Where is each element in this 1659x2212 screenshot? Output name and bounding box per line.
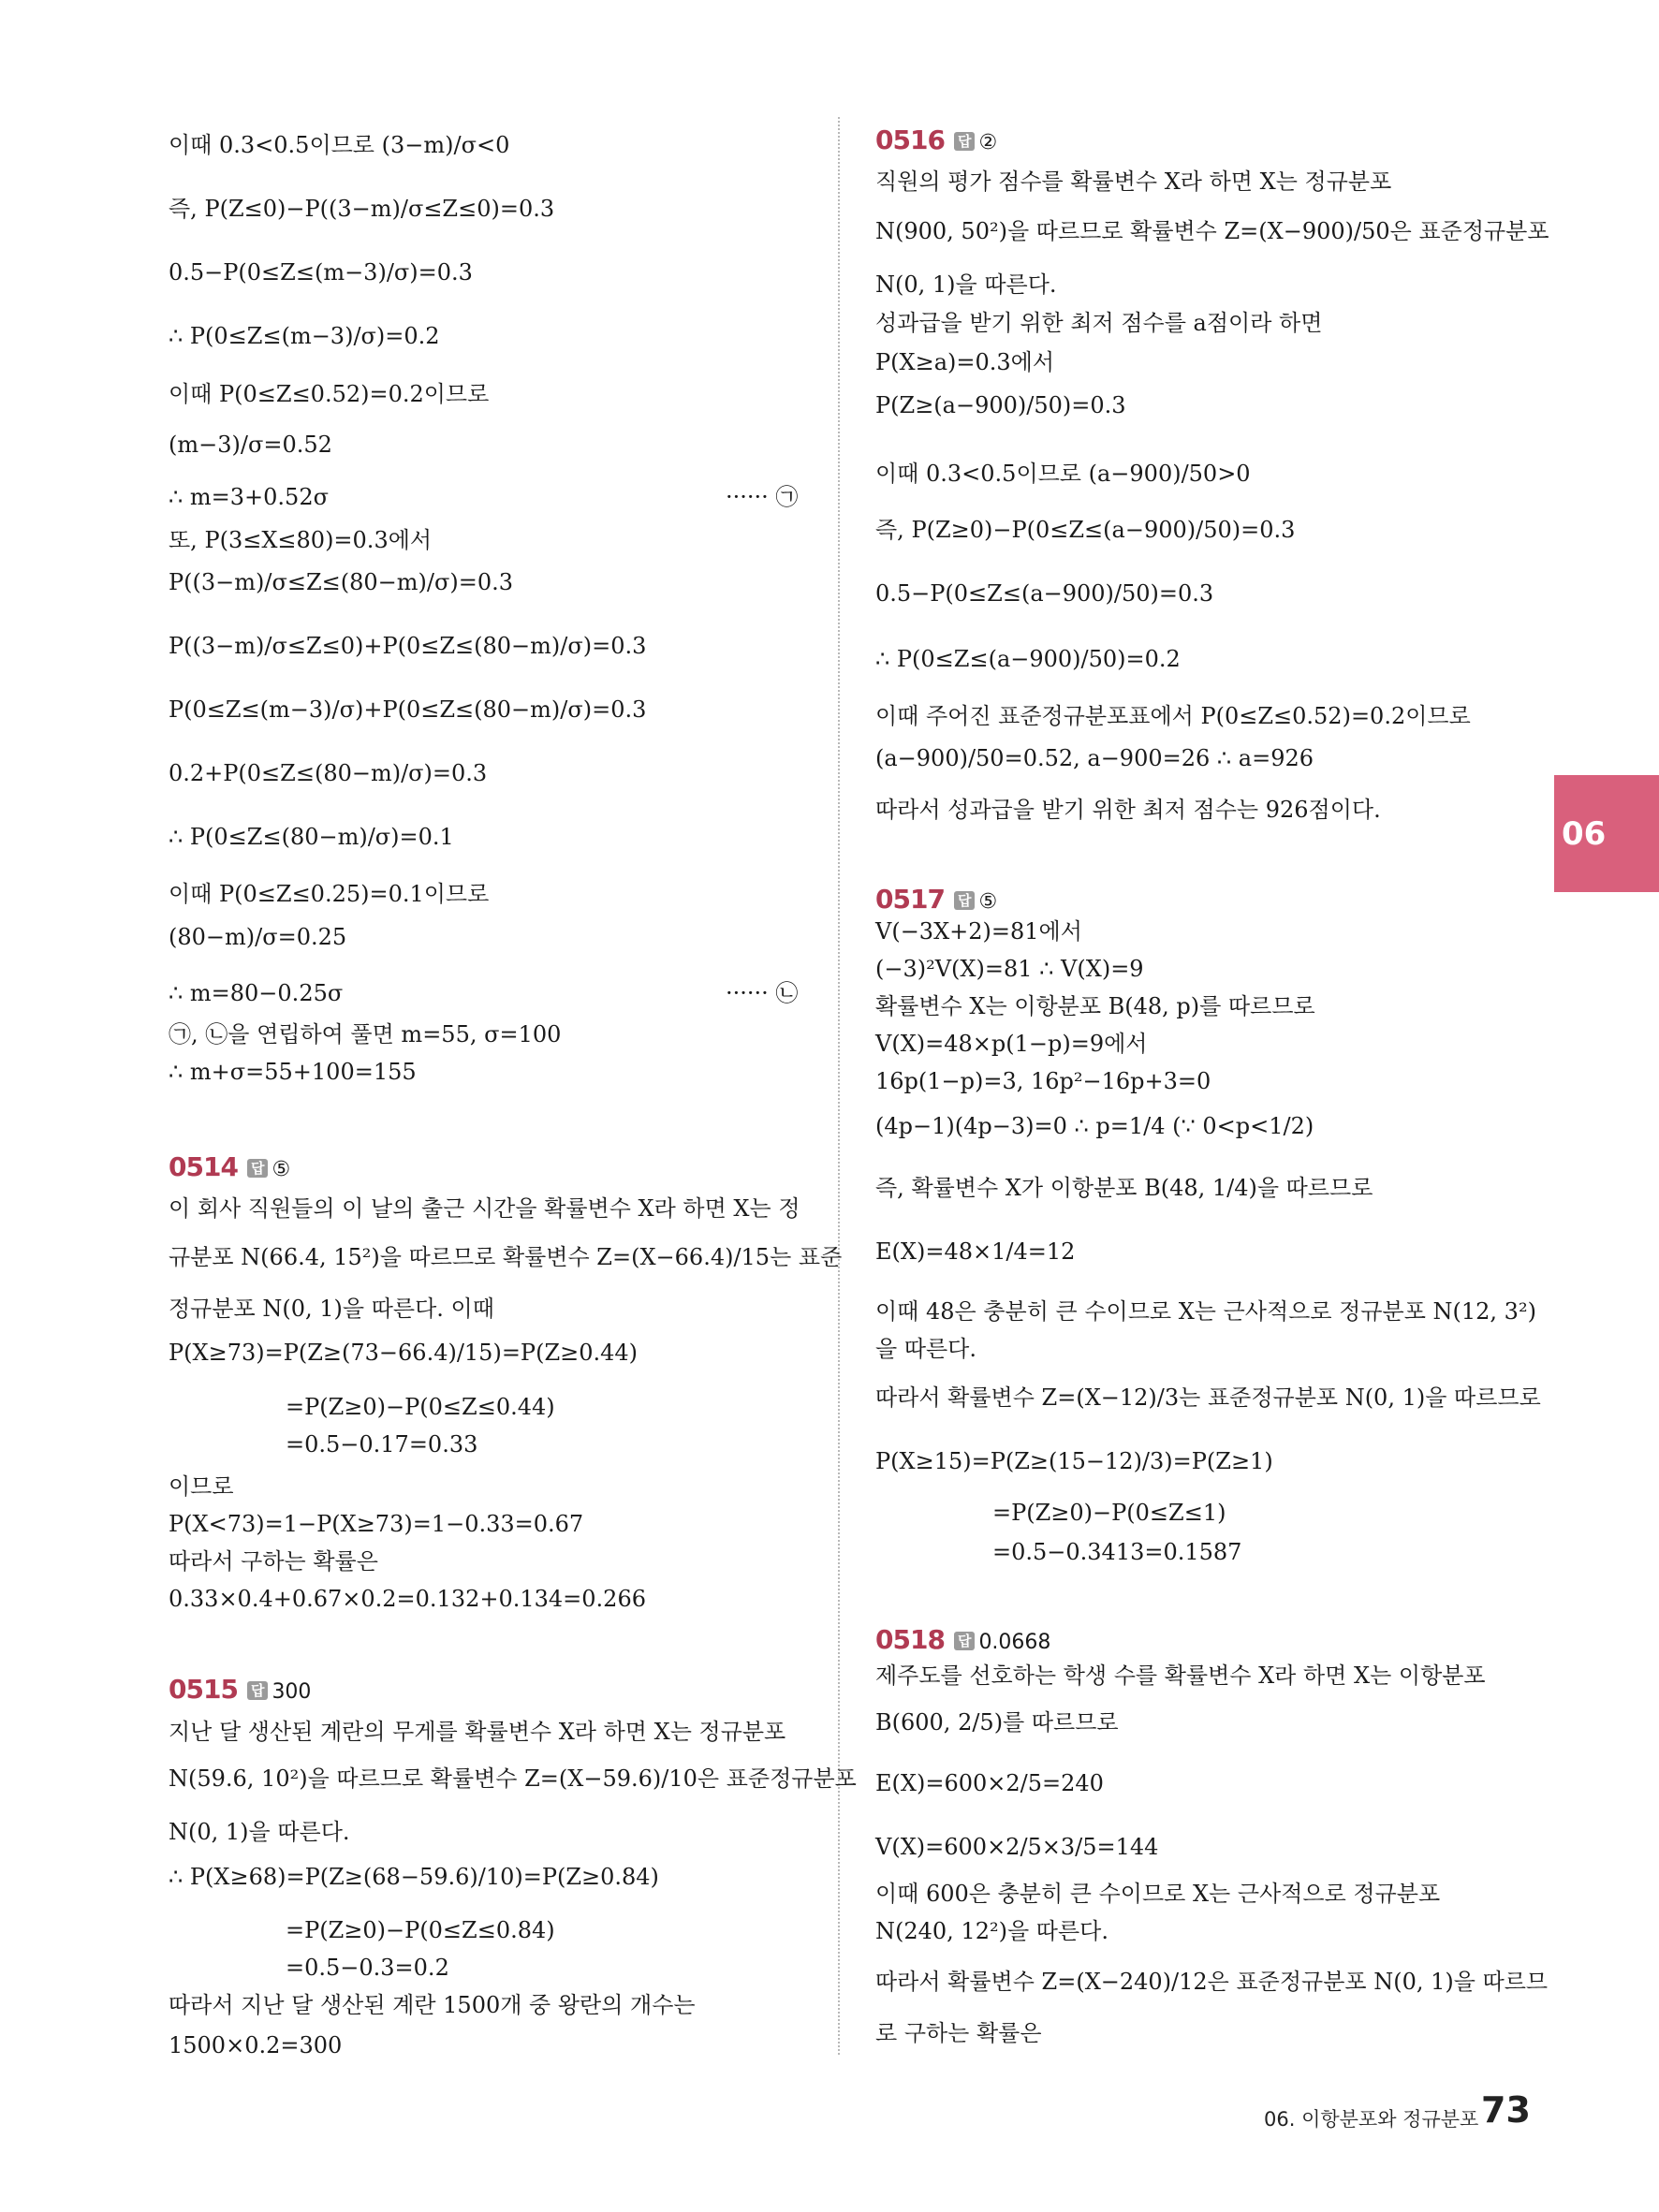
text-line: 을 따른다. [875, 1336, 976, 1362]
text-line: 즉, P(Z≤0)−P((3−m)/σ≤Z≤0)=0.3 [169, 196, 555, 222]
text-line: 따라서 성과급을 받기 위한 최저 점수는 926점이다. [875, 797, 1381, 823]
text-line: 0.2+P(0≤Z≤(80−m)/σ)=0.3 [169, 760, 488, 786]
text-line: ∴ P(0≤Z≤(80−m)/σ)=0.1 [169, 824, 454, 850]
answer-value: ⑤ [272, 1158, 291, 1181]
text-line: E(X)=600×2/5=240 [875, 1770, 1104, 1796]
text-line: ∴ P(0≤Z≤(a−900)/50)=0.2 [875, 646, 1181, 672]
text-line: ∴ P(0≤Z≤(m−3)/σ)=0.2 [169, 323, 440, 349]
text-line: 0.5−P(0≤Z≤(m−3)/σ)=0.3 [169, 259, 473, 286]
text-line: P(0≤Z≤(m−3)/σ)+P(0≤Z≤(80−m)/σ)=0.3 [169, 696, 647, 723]
text-line: (80−m)/σ=0.25 [169, 924, 347, 950]
answer-value: 300 [272, 1680, 312, 1704]
text-line: ∴ P(X≥68)=P(Z≥(68−59.6)/10)=P(Z≥0.84) [169, 1864, 659, 1890]
answer-tag: 답 [954, 891, 976, 910]
text-line: N(0, 1)을 따른다. [875, 271, 1057, 298]
problem-number: 0517 [875, 884, 945, 915]
page-number: 73 [1481, 2089, 1531, 2131]
text-line: ∴ m=80−0.25σ [169, 980, 344, 1006]
text-line: ㉠, ㉡을 연립하여 풀면 m=55, σ=100 [169, 1021, 562, 1047]
text-line: 이때 48은 충분히 큰 수이므로 X는 근사적으로 정규분포 N(12, 3²) [875, 1298, 1536, 1325]
problem-number: 0518 [875, 1624, 945, 1655]
text-line: 이므로 [169, 1473, 234, 1500]
answer-value: ⑤ [978, 890, 998, 914]
text-line: N(240, 12²)을 따른다. [875, 1918, 1108, 1944]
text-line: 즉, P(Z≥0)−P(0≤Z≤(a−900)/50)=0.3 [875, 517, 1296, 543]
text-line: (−3)²V(X)=81 ∴ V(X)=9 [875, 956, 1144, 982]
answer-value: 0.0668 [978, 1631, 1051, 1654]
problem-heading [875, 125, 997, 155]
problem-number: 0516 [875, 125, 945, 155]
text-line: ∴ m=3+0.52σ [169, 484, 329, 510]
text-line: =P(Z≥0)−P(0≤Z≤1) [992, 1500, 1226, 1526]
text-line: P(Z≥(a−900)/50)=0.3 [875, 392, 1126, 418]
text-line: P(X≥a)=0.3에서 [875, 349, 1055, 375]
text-line: 지난 달 생산된 계란의 무게를 확률변수 X라 하면 X는 정규분포 [169, 1719, 786, 1745]
problem-number: 0514 [169, 1151, 238, 1182]
text-line: 0.5−P(0≤Z≤(a−900)/50)=0.3 [875, 580, 1214, 607]
text-line: V(−3X+2)=81에서 [875, 918, 1082, 945]
text-line: 이 회사 직원들의 이 날의 출근 시간을 확률변수 X라 하면 X는 정 [169, 1195, 800, 1222]
text-line: P((3−m)/σ≤Z≤0)+P(0≤Z≤(80−m)/σ)=0.3 [169, 633, 647, 659]
text-line: 1500×0.2=300 [169, 2032, 343, 2058]
problem-heading [169, 1674, 311, 1705]
text-line: 정규분포 N(0, 1)을 따른다. 이때 [169, 1296, 494, 1322]
equation-marker: ······ ㉡ [726, 980, 799, 1006]
answer-tag: 답 [954, 1632, 976, 1650]
footer-chapter-title: 06. 이항분포와 정규분포 [1264, 2108, 1479, 2131]
text-line: N(900, 50²)을 따르므로 확률변수 Z=(X−900)/50은 표준정규분포 [875, 218, 1549, 244]
text-line: 따라서 확률변수 Z=(X−240)/12은 표준정규분포 N(0, 1)을 따르므 [875, 1969, 1549, 1995]
text-line: B(600, 2/5)를 따르므로 [875, 1709, 1119, 1736]
text-line: =0.5−0.3413=0.1587 [992, 1539, 1242, 1565]
problem-heading [875, 884, 997, 915]
text-line: E(X)=48×1/4=12 [875, 1238, 1076, 1265]
text-line: 제주도를 선호하는 학생 수를 확률변수 X라 하면 X는 이항분포 [875, 1663, 1486, 1689]
text-line: 로 구하는 확률은 [875, 2020, 1042, 2046]
problem-number: 0515 [169, 1674, 238, 1705]
text-line: 이때 P(0≤Z≤0.25)=0.1이므로 [169, 881, 490, 907]
text-line: 이때 600은 충분히 큰 수이므로 X는 근사적으로 정규분포 [875, 1881, 1441, 1907]
text-line: P(X≥15)=P(Z≥(15−12)/3)=P(Z≥1) [875, 1448, 1273, 1474]
text-line: 확률변수 X는 이항분포 B(48, p)를 따르므로 [875, 993, 1315, 1019]
text-line: =P(Z≥0)−P(0≤Z≤0.84) [286, 1917, 555, 1943]
text-line: 이때 주어진 표준정규분포표에서 P(0≤Z≤0.52)=0.2이므로 [875, 703, 1471, 729]
text-line: ∴ m+σ=55+100=155 [169, 1059, 417, 1085]
text-line: =P(Z≥0)−P(0≤Z≤0.44) [286, 1394, 555, 1420]
text-line: V(X)=600×2/5×3/5=144 [875, 1834, 1159, 1860]
text-line: 이때 0.3<0.5이므로 (3−m)/σ<0 [169, 132, 510, 158]
text-line: 성과급을 받기 위한 최저 점수를 a점이라 하면 [875, 310, 1323, 336]
text-line: P(X<73)=1−P(X≥73)=1−0.33=0.67 [169, 1511, 584, 1537]
text-line: 16p(1−p)=3, 16p²−16p+3=0 [875, 1068, 1211, 1094]
text-line: P((3−m)/σ≤Z≤(80−m)/σ)=0.3 [169, 569, 513, 595]
text-line: (4p−1)(4p−3)=0 ∴ p=1/4 (∵ 0<p<1/2) [875, 1113, 1314, 1139]
text-line: 따라서 지난 달 생산된 계란 1500개 중 왕란의 개수는 [169, 1992, 696, 2018]
equation-marker: ······ ㉠ [726, 484, 799, 510]
text-line: =0.5−0.17=0.33 [286, 1431, 478, 1458]
text-line: 따라서 확률변수 Z=(X−12)/3는 표준정규분포 N(0, 1)을 따르므로 [875, 1384, 1541, 1411]
text-line: 이때 0.3<0.5이므로 (a−900)/50>0 [875, 461, 1251, 487]
text-line: 즉, 확률변수 X가 이항분포 B(48, 1/4)을 따르므로 [875, 1175, 1373, 1201]
text-line: =0.5−0.3=0.2 [286, 1955, 449, 1981]
answer-value: ② [978, 131, 998, 154]
text-line: P(X≥73)=P(Z≥(73−66.4)/15)=P(Z≥0.44) [169, 1340, 639, 1366]
answer-tag: 답 [247, 1159, 269, 1178]
text-line: (a−900)/50=0.52, a−900=26 ∴ a=926 [875, 745, 1314, 771]
text-line: 이때 P(0≤Z≤0.52)=0.2이므로 [169, 381, 490, 407]
problem-heading [875, 1624, 1050, 1655]
text-line: 또, P(3≤X≤80)=0.3에서 [169, 527, 433, 553]
problem-heading [169, 1151, 290, 1182]
text-line: V(X)=48×p(1−p)=9에서 [875, 1031, 1148, 1057]
answer-tag: 답 [247, 1681, 269, 1700]
text-line: 규분포 N(66.4, 15²)을 따르므로 확률변수 Z=(X−66.4)/15는 표준 [169, 1244, 843, 1270]
text-line: 0.33×0.4+0.67×0.2=0.132+0.134=0.266 [169, 1586, 646, 1612]
text-line: N(0, 1)을 따른다. [169, 1819, 350, 1845]
text-line: 따라서 구하는 확률은 [169, 1548, 378, 1575]
text-line: (m−3)/σ=0.52 [169, 432, 332, 458]
text-line: 직원의 평가 점수를 확률변수 X라 하면 X는 정규분포 [875, 168, 1392, 195]
text-line: N(59.6, 10²)을 따르므로 확률변수 Z=(X−59.6)/10은 표준정규분포 [169, 1765, 857, 1792]
answer-tag: 답 [954, 132, 976, 151]
chapter-tab: 06 [1554, 775, 1659, 892]
